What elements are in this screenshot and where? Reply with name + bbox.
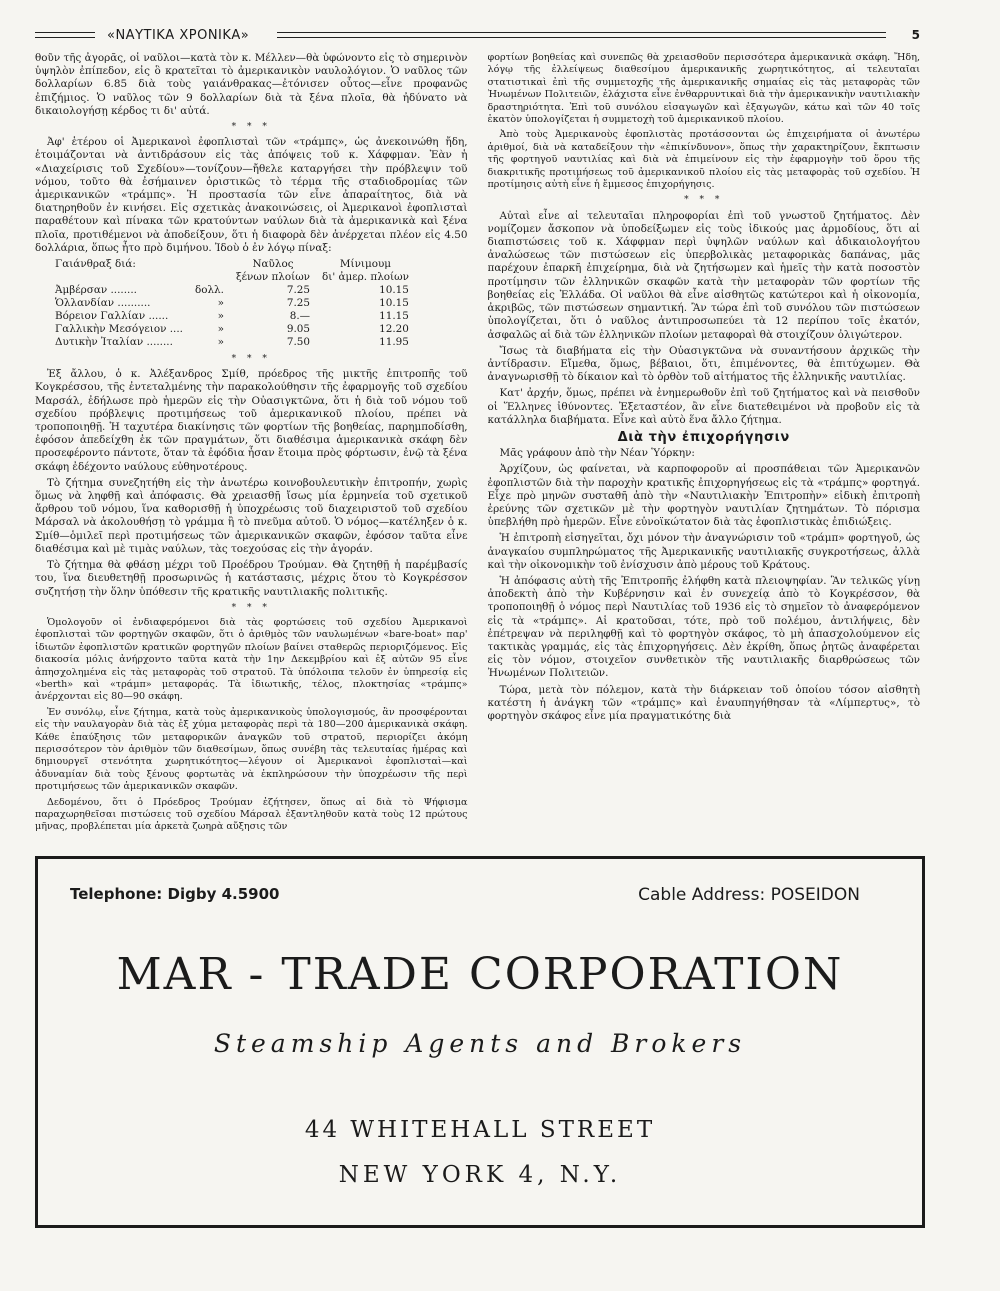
table-header-cell	[189, 258, 230, 271]
table-cell: 8.—	[289, 310, 311, 323]
paragraph: Ἡ ἀπόφασις αὐτὴ τῆς Ἐπιτροπῆς ἐλήφθη κατὰ πλειοψηφίαν. Ἂν τελικῶς γίνῃ ἀποδεκτὴ ἀπὸ τὴν Κυβέρνησιν καὶ ἐν συνεχείᾳ ἀπὸ τὸ Κογκρέσσον, θὰ τροποποιηθῇ ὁ νόμος περὶ Ναυτιλίας τοῦ 1936 εἰς τὸ σημεῖον τὸ ἀναφερόμενον εἰς τὰ «τράμπς». Αἱ κρατοῦσαι, τότε, πρὸ τοῦ πολέμου, ἀντιλήψεις, δὲν ἐπέτρεψαν νὰ περιληφθῇ καὶ τὸ φορτηγὸν σκάφος, τὸ μὴ ἀπασχολούμενον εἰς τακτικὰς γραμμάς, εἰς τὰς ἐπιχορηγήσεις. Δὲν ἐκρίθη, ὅπως ῥητῶς ἀναφέρεται εἰς τὸν νόμον, στοιχεῖον συνθετικὸν τῆς ναυτιλιακῆς διαρθρώσεως τῶν Ἡνωμένων Πολιτειῶν.	[487, 574, 920, 680]
table-cell: 9.05	[286, 323, 311, 336]
page-number: 5	[911, 28, 920, 42]
section-divider: * * *	[684, 195, 724, 206]
table-cell: 11.15	[379, 310, 409, 323]
section-heading: Διὰ τὴν ἐπιχορήγησιν	[617, 429, 790, 445]
paragraph: Δεδομένου, ὅτι ὁ Πρόεδρος Τρούμαν ἐζήτησεν, ὅπως αἱ διὰ τὸ Ψήφισμα παραχωρηθεῖσαι πιστώσεις τοῦ σχεδίου Μάρσαλ ἐξαντληθοῦν κατὰ τοὺς 12 πρώτους μῆνας, προβλέπεται μία ἀρκετὰ ζωηρὰ αὔξησις τῶν	[35, 796, 468, 833]
table-cell: Γαλλικὴν Μεσόγειον ....	[55, 323, 183, 336]
table-cell: 12.20	[379, 323, 409, 336]
paragraph: Μᾶς γράφουν ἀπὸ τὴν Νέαν Ὑόρκην:	[499, 447, 695, 460]
article-columns	[35, 52, 920, 845]
table-cell: Ὁλλανδίαν ..........	[55, 297, 151, 310]
advertisement-box	[35, 856, 925, 1228]
section-divider: * * *	[231, 354, 271, 365]
section-divider: * * *	[231, 602, 271, 613]
paragraph: φορτίων βοηθείας καὶ συνεπῶς θὰ χρειασθοῦν περισσότερα ἀμερικανικὰ σκάφη. Ἤδη, λόγῳ τῆς ἐλλείψεως διαθεσίμου ἀμερικανικῆς χωρητικότητος, αἱ τελευταῖαι στατιστικαὶ ἐπὶ τῆς συμμετοχῆς τῆς ἀμερικανικῆς σημαίας εἰς τὰς μεταφορὰς τῶν Ἡνωμένων Πολιτειῶν, ἐλάχιστα εἶνε ἐνθαρρυντικαὶ διὰ τὴν ἀμερικανικὴν ναυτιλιακὴν δραστηριότητα. Ἐπὶ τοῦ συνόλου εἰσαγωγῶν καὶ ἐξαγωγῶν, κάτω καὶ τῶν 40 τοῖς ἑκατὸν ὑπολογίζεται ἡ συμμετοχὴ τοῦ ἀμερικανικοῦ πλοίου.	[487, 52, 920, 126]
table-row	[49, 310, 415, 323]
paragraph: Τώρα, μετὰ τὸν πόλεμον, κατὰ τὴν διάρκειαν τοῦ ὁποίου τόσον αἰσθητὴ κατέστη ἡ ἀνάγκη τῶν «τράμπς» καὶ ἐναυπηγήθησαν τὰ «Λίμπερτυς», τὸ φορτηγὸν σκάφος εἶνε μία πραγματικότης διὰ	[487, 683, 920, 722]
paragraph: Αὐταὶ εἶνε αἱ τελευταῖαι πληροφορίαι ἐπὶ τοῦ γνωστοῦ ζητήματος. Δὲν νομίζομεν ἄσκοπον νὰ ὑποδείξωμεν εἰς τοὺς ἰδικούς μας ἁρμοδίους, ὅτι αἱ διαπιστώσεις τοῦ κ. Χάφφμαν περὶ ὑψηλῶν ναύλων καὶ ἀδικαιολογήτου ἀναλώσεως τῶν πιστώσεων εἰς ὑπερβολικὰς μεταφορικὰς δαπάνας, μᾶς παρέχουν ἐπαρκῆ ἐπιχείρημα, διὰ νὰ ζητήσωμεν καὶ ἡμεῖς τὴν κατὰ ποσοστὸν προτίμησιν τῶν ἑλληνικῶν σκαφῶν κατὰ τὴν μεταφορὰν τῶν φορτίων τῆς βοηθείας εἰς Ἑλλάδα. Οἱ ναῦλοι θὰ εἶνε αἰσθητῶς κατώτεροι καὶ ἡ οἰκονομία, ἀκριβῶς, τῶν πιστώσεων σημαντική. Ἂν τώρα ἐπὶ τοῦ συνόλου τῶν πιστώσεων ὑπολογίζεται, ὅτι ὁ ναῦλος ἀντιπροσωπεύει τὰ 12 περίπου τοῖς ἑκατόν, ἀσφαλῶς αἱ διὰ τῶν ἑλληνικῶν πλοίων μεταφοραὶ θὰ στοιχίζουν ὀλιγώτερον.	[487, 209, 920, 341]
table-cell: 11.95	[379, 336, 409, 349]
table-row	[49, 297, 415, 310]
table-header-row	[49, 258, 415, 271]
ad-company-name: MAR - TRADE CORPORATION	[116, 949, 844, 1000]
paragraph: θοῦν τῆς ἀγορᾶς, οἱ ναῦλοι—κατὰ τὸν κ. Μέλλεν—θὰ ὑφώνοντο εἰς τὸ σημερινὸν ὑψηλὸν ἐπίπεδον, εἰς ὃ κρατεῖται τὸ ἀμερικανικὸν ναυλολόγιον. Ὁ ναῦλος τῶν δολλαρίων 6.85 διὰ τοὺς γαιάνθρακας—ἐτόνισεν οὗτος—εἶνε προφανῶς ἐπιζήμιος. Ὁ ναῦλος τῶν 9 δολλαρίων διὰ τὰ ξένα πλοῖα, θὰ ἠδύνατο νὰ δικαιολογήσῃ κέρδος τι δι' αὐτά.	[35, 52, 468, 117]
paragraph: Ἀφ' ἑτέρου οἱ Ἀμερικανοὶ ἐφοπλισταὶ τῶν «τράμπς», ὡς ἀνεκοινώθη ἤδη, ἑτοιμάζονται νὰ ἀντιδράσουν εἰς τὰς ἀπόψεις τοῦ κ. Χάφφμαν. Ἐὰν ἡ «Διαχείρισις τοῦ Σχεδίου»—τονίζουν—ἤθελε καταργήσει τὴν πρόβλεψιν τοῦ νόμου, τοῦτο θὰ ἐσήμαινεν ὁριστικῶς τὸ τέρμα τῆς σταδιοδρομίας τῶν ἀμερικανικῶν «τράμπς». Ἡ προστασία τῶν εἶνε ἀπαραίτητος, διὰ νὰ διατηρηθοῦν ἐν κινήσει. Εἰς σχετικὰς ἀνακοινώσεις, οἱ Ἀμερικανοὶ ἐφοπλισταὶ παραθέτουν καὶ πίνακα τῶν κρατούντων ναύλων διὰ τὰ ἀμερικανικὰ καὶ ξένα πλοῖα, προτιθέμενοι νὰ ἀποδείξουν, ὅτι ἡ διαφορὰ δὲν ἀνέρχεται πλέον εἰς 4.50 δολλάρια, ὅπως ἦτο πρὸ διμήνου. Ἰδοὺ ὁ ἐν λόγῳ πίναξ:	[35, 136, 468, 254]
paragraph: Ἡ ἐπιτροπὴ εἰσηγεῖται, ὄχι μόνον τὴν ἀναγνώρισιν τοῦ «τράμπ» φορτηγοῦ, ὡς ἀναγκαίου συμπληρώματος τῆς Ἀμερικανικῆς ναυτιλιακῆς συγκροτήσεως, ἀλλὰ καὶ τὴν οἰκονομικὴν τοῦ ἐνίσχυσιν ἀπὸ μέρους τοῦ Κράτους.	[487, 532, 920, 571]
paragraph: Ἐξ ἄλλου, ὁ κ. Ἀλέξανδρος Σμίθ, πρόεδρος τῆς μικτῆς ἐπιτροπῆς τοῦ Κογκρέσσου, τῆς ἐντεταλμένης τὴν παρακολούθησιν τῆς ἐφαρμογῆς τοῦ σχεδίου Μαρσάλ, ἐδήλωσε πρὸ ἡμερῶν εἰς τὴν Οὐασιγκτῶνα, ὅτι ἡ διὰ τοῦ νόμου τοῦ σχεδίου πρόβλεψις προτιμήσεως τοῦ ἀμερικανικοῦ πλοίου, πρέπει νὰ τροποποιηθῇ. Ἡ ταχυτέρα διακίνησις τῶν φορτίων τῆς βοηθείας, παρημποδίσθη, ἐφόσον ἀπεδείχθη ἐκ τῶν πραγμάτων, ὅτι διαθέσιμα ἀμερικανικὰ σκάφη δὲν προσεφέροντο πάντοτε, ὅταν τὰ ἐφόδια ἦσαν ἕτοιμα πρὸς φόρτωσιν, ἐνῷ τὰ ξένα σκάφη ἐδέχοντο ναύλους εὐθηνοτέρους.	[35, 368, 468, 473]
paragraph: Ἐν συνόλῳ, εἶνε ζήτημα, κατὰ τοὺς ἀμερικανικοὺς ὑπολογισμούς, ἂν προσφέρονται εἰς τὴν ναυλαγορὰν διὰ τὰς ἐξ χύμα μεταφορὰς περὶ τὰ 180—200 ἀμερικανικὰ σκάφη. Κάθε ἐπαύξησις τῶν μεταφορικῶν ἀναγκῶν τοῦ στρατοῦ, περιορίζει ἀκόμη περισσότερον τὸν ἀριθμὸν τῶν διαθεσίμων, ὅπως συνέβη τὰς τελευταίας ἡμέρας καὶ δημιουργεῖ στενότητα χωρητικότητος—λέγουν οἱ Ἀμερικανοὶ ἐφοπλισταὶ—καὶ ἀδυναμίαν διὰ τοὺς ξένους φορτωτὰς νὰ ἐκπληρώσουν τὴν ὑποχρέωσιν τῆς περὶ προτιμήσεως τῶν ἀμερικανικῶν σκαφῶν.	[35, 706, 468, 793]
paragraph: Ἴσως τὰ διαβήματα εἰς τὴν Οὐασιγκτῶνα νὰ συναντήσουν ἀρχικῶς τὴν ἀντίδρασιν. Εἴμεθα, ὅμως, βέβαιοι, ὅτι, ἐπιμένοντες, θὰ ἐπιτύχωμεν. Θὰ ἀναγνωρισθῇ τὸ δίκαιον καὶ τὸ ὀρθὸν τοῦ αἰτήματος τῆς ἑλληνικῆς ναυτιλίας.	[487, 344, 920, 384]
ad-street-address: 44 WHITEHALL STREET	[304, 1117, 656, 1143]
table-cell: »	[217, 336, 224, 349]
paragraph: Τὸ ζήτημα θὰ φθάσῃ μέχρι τοῦ Προέδρου Τρούμαν. Θὰ ζητηθῇ ἡ παρέμβασίς του, ἵνα διευθετηθῇ προσωρινῶς ἡ κατάστασις, μέχρις ὅτου τὸ Κογκρέσσον συζητήσῃ τὴν ὅλην ὑπόθεσιν τῆς κρατικῆς ναυτιλιακῆς πολιτικῆς.	[35, 559, 468, 598]
paragraph: Ἀρχίζουν, ὡς φαίνεται, νὰ καρποφοροῦν αἱ προσπάθειαι τῶν Ἀμερικανῶν ἐφοπλιστῶν διὰ τὴν παροχὴν κρατικῆς ἐπιχορηγήσεως εἰς τὰ «τράμπς» φορτηγά. Εἶχε πρὸ μηνῶν συσταθῆ ἀπὸ τὴν «Ναυτιλιακὴν Ἐπιτροπὴν» εἰδικὴ ἐπιτροπὴ ἐρεύνης τῶν σχετικῶν μὲ τὴν φορτηγὸν ναυτιλίαν ζητημάτων. Τὸ πόρισμα ὑπεβλήθη πρὸ ἡμερῶν. Εἶνε εὐνοϊκώτατον διὰ τὰς ἐφοπλιστικὰς ἐπιδιώξεις.	[487, 463, 920, 529]
paragraph: Ἀπὸ τοὺς Ἀμερικανοὺς ἐφοπλιστὰς προτάσσονται ὡς ἐπιχειρήματα οἱ ἀνωτέρω ἀριθμοί, διὰ νὰ καταδείξουν τὴν «ἐπικίνδυνον», ὅπως τὴν χαρακτηρίζουν, ἔκπτωσιν τῆς φορτηγοῦ ναυτιλίας καὶ διὰ νὰ ἐπιμείνουν εἰς τὴν ἐφαρμογὴν τοῦ ὅρου τῆς διακριτικῆς προτιμήσεως τοῦ ἀμερικανικοῦ πλοίου εἰς τὰς μεταφορὰς τοῦ σχεδίου. Ἡ προτίμησις αὐτὴ εἶνε ἡ ἔμμεσος ἐπιχορήγησις.	[487, 129, 920, 191]
table-cell: »	[217, 297, 224, 310]
section-divider: * * *	[231, 122, 271, 133]
table-cell: 7.50	[286, 336, 311, 349]
table-cell: δολλ.	[194, 284, 224, 297]
paragraph: Κατ' ἀρχήν, ὅμως, πρέπει νὰ ἐνημερωθοῦν ἐπὶ τοῦ ζητήματος καὶ νὰ πεισθοῦν οἱ Ἕλληνες ἰθύνοντες. Ἐξεταστέον, ἂν εἶνε διατεθειμένοι νὰ προβοῦν εἰς τὰ κατάλληλα διαβήματα. Εἶνε καὶ αὐτὸ ἕνα ἄλλο ζήτημα.	[487, 387, 920, 426]
header-rule-left	[35, 32, 95, 38]
ad-tagline: Steamship Agents and Brokers	[213, 1029, 747, 1058]
paragraph: Ὁμολογοῦν οἱ ἐνδιαφερόμενοι διὰ τὰς φορτώσεις τοῦ σχεδίου Ἀμερικανοὶ ἐφοπλισταὶ τῶν φορτηγῶν σκαφῶν, ὅτι ὁ ἀριθμὸς τῶν ναυλωμένων «bare-boat» παρ' ἰδιωτῶν ἐφοπλιστῶν κρατικῶν φορτηγῶν πλοίων βαίνει σταθερῶς περιοριζόμενος. Εἰς διακοσία μόλις ἀνήρχοντο ταῦτα κατὰ τὴν 1ην Δεκεμβρίου καὶ ἐξ αὐτῶν 95 εἶνε ἀπησχολημένα εἰς τὰς μεταφορὰς τοῦ στρατοῦ. Τὰ ὑπόλοιπα τελοῦν ἐν ὑπηρεσίᾳ εἰς «berth» καὶ «τράμπ» μεταφοράς. Τὰ ἰδιωτικῆς, τέλος, πλοκτησίας «τράμπς» ἀνέρχονται εἰς 80—90 σκάφη.	[35, 616, 468, 703]
table-header-cell: Μίνιμουμ	[339, 258, 392, 271]
table-cell: 7.25	[286, 297, 311, 310]
table-header-cell: ξένων πλοίων	[235, 271, 311, 284]
table-cell: Ἀμβέρσαν ........	[55, 284, 137, 297]
table-row	[49, 323, 415, 336]
table-cell: »	[217, 323, 224, 336]
table-header-cell	[189, 271, 230, 284]
freight-rates-table	[49, 258, 415, 349]
table-row	[49, 336, 415, 349]
ad-telephone: Telephone: Digby 4.5900	[70, 885, 280, 903]
table-cell: »	[217, 310, 224, 323]
ad-city-address: NEW YORK 4, N.Y.	[338, 1162, 622, 1188]
header-rule-right	[277, 32, 885, 38]
running-header	[35, 20, 920, 50]
left-column	[35, 52, 468, 845]
table-header-cell: Γαιάνθραξ διά:	[55, 258, 136, 271]
table-header-cell: Ναῦλος	[252, 258, 294, 271]
table-cell: 7.25	[286, 284, 311, 297]
table-cell: 10.15	[379, 297, 409, 310]
paragraph: Τὸ ζήτημα συνεζητήθη εἰς τὴν ἀνωτέρω κοινοβουλευτικὴν ἐπιτροπήν, χωρὶς ὅμως νὰ ληφθῇ καὶ ἀπόφασις. Θὰ χρειασθῇ ἴσως μία ἑρμηνεία τοῦ σχετικοῦ ἄρθρου τοῦ νόμου, ἵνα καθορισθῇ ἡ ὑποχρέωσις τοῦ διαχειριστοῦ τοῦ σχεδίου Μάρσαλ νὰ ἀκολουθήσῃ τὸ γράμμα ἢ τὸ πνεῦμα αὐτοῦ. Ὁ νόμος—κατέληξεν ὁ κ. Σμίθ—ὁμιλεῖ περὶ προτιμήσεως τῶν ἀμερικανικῶν σκαφῶν, ἐφόσον ταῦτα εἶνε διαθέσιμα καὶ μὲ τιμὰς ναύλων, τὰς τοεχούσας εἰς τὴν ἀγοράν.	[35, 476, 468, 555]
right-column	[488, 52, 921, 845]
table-cell: Βόρειον Γαλλίαν ......	[55, 310, 169, 323]
table-header-cell: δι' ἀμερ. πλοίων	[322, 271, 409, 284]
table-header-row	[49, 271, 415, 284]
table-cell: Δυτικὴν Ἰταλίαν ........	[55, 336, 173, 349]
ad-cable-address: Cable Address: POSEIDON	[638, 885, 860, 905]
table-cell: 10.15	[379, 284, 409, 297]
journal-title: «ΝΑΥΤΙΚΑ ΧΡΟΝΙΚΑ»	[107, 27, 250, 43]
table-header-cell	[49, 271, 189, 284]
table-row	[49, 284, 415, 297]
